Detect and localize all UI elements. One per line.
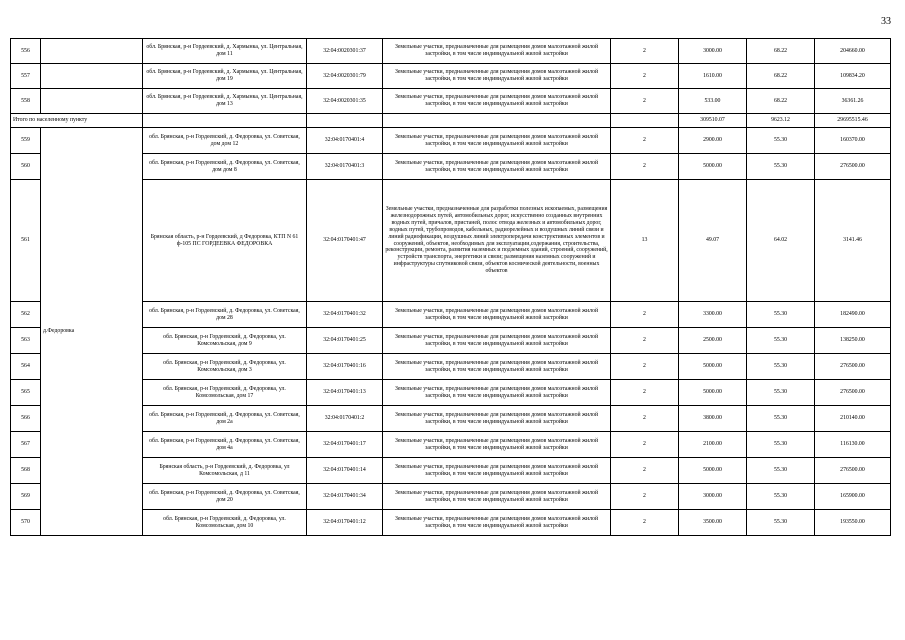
- land-use-cell: Земельные участки, предназначенные для размещения домов малоэтажной жилой застройки, в том числе индивидуальной жилой застройки: [383, 510, 611, 536]
- land-use-cell: Земельные участки, предназначенные для размещения домов малоэтажной жилой застройки, в том числе индивидуальной жилой застройки: [383, 64, 611, 89]
- row-number: 560: [11, 154, 41, 180]
- table-row: [11, 380, 891, 406]
- locality-cell: [41, 64, 143, 89]
- land-use-cell: Земельные участки, предназначенные для размещения домов малоэтажной жилой застройки, в том числе индивидуальной жилой застройки: [383, 354, 611, 380]
- area-cell: 5000.00: [679, 458, 747, 484]
- area-cell: 5000.00: [679, 380, 747, 406]
- land-use-cell: Земельные участки, предназначенные для размещения домов малоэтажной жилой застройки, в том числе индивидуальной жилой застройки: [383, 328, 611, 354]
- table-row: [11, 406, 891, 432]
- cadastral-number-cell: 32:04:0170401:34: [307, 484, 383, 510]
- cadastral-number-cell: 32:04:0170401:32: [307, 302, 383, 328]
- table-row: [11, 328, 891, 354]
- cadastral-number-cell: 32:04:0170401:25: [307, 328, 383, 354]
- cadastral-number-cell: 32:04:0170401:16: [307, 354, 383, 380]
- address-cell: обл. Брянская, р-н Гордеевский, д. Федоровка, ул. Комсомольская, дом 9: [143, 328, 307, 354]
- area-cell: 1610.00: [679, 64, 747, 89]
- table-row: [11, 39, 891, 64]
- cadastral-value-cell: 116130.00: [815, 432, 891, 458]
- area-cell: 5000.00: [679, 354, 747, 380]
- cadastral-number-cell: 32:04:0170401:2: [307, 406, 383, 432]
- cadastral-number-cell: 32:04:0170401:3: [307, 154, 383, 180]
- table-row: [11, 302, 891, 328]
- address-cell: обл. Брянская, р-н Гордеевский, д. Хармынка, ул. Центральная, дом 19: [143, 64, 307, 89]
- address-cell: обл. Брянская, р-н Гордеевский, д. Федоровка, ул. Советская, дом 2а: [143, 406, 307, 432]
- cadastral-value-cell: 138250.00: [815, 328, 891, 354]
- land-use-cell: Земельные участки, предназначенные для размещения домов малоэтажной жилой застройки, в том числе индивидуальной жилой застройки: [383, 128, 611, 154]
- cadastral-number-cell: 32:04:0170401:12: [307, 510, 383, 536]
- locality-total-row: [11, 114, 891, 128]
- address-cell: обл. Брянская, р-н Гордеевский, д. Федоровка, ул. Советская, дом 28: [143, 302, 307, 328]
- table-row: [11, 64, 891, 89]
- address-cell: обл. Брянская, р-н Гордеевский, д. Федоровка, ул. Советская, дом 4а: [143, 432, 307, 458]
- row-number: 556: [11, 39, 41, 64]
- address-cell: Брянская область, р-н Гордеевский, д. Федоровка, ул Комсомольская, д 11: [143, 458, 307, 484]
- land-use-cell: Земельные участки, предназначенные для размещения домов малоэтажной жилой застройки, в том числе индивидуальной жилой застройки: [383, 432, 611, 458]
- use-group-cell: 2: [611, 128, 679, 154]
- table-row: [11, 458, 891, 484]
- land-use-cell: Земельные участки, предназначенные для размещения домов малоэтажной жилой застройки, в том числе индивидуальной жилой застройки: [383, 380, 611, 406]
- cadastral-value-cell: 165900.00: [815, 484, 891, 510]
- area-cell: 2100.00: [679, 432, 747, 458]
- specific-value-cell: 55.30: [747, 302, 815, 328]
- row-number: 558: [11, 89, 41, 114]
- total-area: 309510.07: [679, 114, 747, 128]
- address-cell: обл. Брянская, р-н Гордеевский, д. Федоровка, ул. Комсомольская, дом 10: [143, 510, 307, 536]
- land-use-cell: Земельные участки, предназначенные для размещения домов малоэтажной жилой застройки, в том числе индивидуальной жилой застройки: [383, 154, 611, 180]
- use-group-cell: 2: [611, 406, 679, 432]
- area-cell: 3000.00: [679, 484, 747, 510]
- cadastral-value-cell: 276500.00: [815, 154, 891, 180]
- cadastral-value-cell: 276500.00: [815, 458, 891, 484]
- use-group-cell: 2: [611, 89, 679, 114]
- use-group-cell: 2: [611, 64, 679, 89]
- land-use-cell: Земельные участки, предназначенные для размещения домов малоэтажной жилой застройки, в том числе индивидуальной жилой застройки: [383, 302, 611, 328]
- address-cell: обл. Брянская, р-н Гордеевский, д. Федоровка, ул. Советская, дом дом 8: [143, 154, 307, 180]
- area-cell: 3500.00: [679, 510, 747, 536]
- row-number: 569: [11, 484, 41, 510]
- specific-value-cell: 55.30: [747, 458, 815, 484]
- table-row: [11, 510, 891, 536]
- row-number: 559: [11, 128, 41, 154]
- use-group-cell: 13: [611, 180, 679, 302]
- total-value: 29695515.46: [815, 114, 891, 128]
- specific-value-cell: 68.22: [747, 39, 815, 64]
- use-group-cell: 2: [611, 432, 679, 458]
- address-cell: обл. Брянская, р-н Гордеевский, д. Хармынка, ул. Центральная, дом 11: [143, 39, 307, 64]
- specific-value-cell: 55.30: [747, 128, 815, 154]
- cadastral-number-cell: 32:04:0170401:47: [307, 180, 383, 302]
- cadastral-number-cell: 32:04:0170401:17: [307, 432, 383, 458]
- table-row: [11, 354, 891, 380]
- row-number: 568: [11, 458, 41, 484]
- specific-value-cell: 55.30: [747, 510, 815, 536]
- area-cell: 3800.00: [679, 406, 747, 432]
- specific-value-cell: 55.30: [747, 354, 815, 380]
- cadastral-value-cell: 182490.00: [815, 302, 891, 328]
- specific-value-cell: 55.30: [747, 380, 815, 406]
- use-group-cell: 2: [611, 484, 679, 510]
- specific-value-cell: 68.22: [747, 89, 815, 114]
- use-group-cell: 2: [611, 354, 679, 380]
- row-number: 567: [11, 432, 41, 458]
- cadastral-number-cell: 32:04:0020301:35: [307, 89, 383, 114]
- table-row: [11, 484, 891, 510]
- cadastral-value-cell: 276500.00: [815, 380, 891, 406]
- area-cell: 5000.00: [679, 154, 747, 180]
- table-row: [11, 432, 891, 458]
- row-number: 565: [11, 380, 41, 406]
- locality-cell: [41, 39, 143, 64]
- land-use-cell: Земельные участки, предназначенные для разработки полезных ископаемых, размещения железнодорожных путей, автомобильных дорог, искусственно созданных внутренних водных путей, причалов, пристаней, полос отвода железных и автомобильных дорог, водных путей, трубопроводов, кабельных, радиорелейных и воздушных линий связи и линий радиофикации, воздушных линий электропередачи конструктивных элементов и сооружений, объектов, необходимых для эксплуатации,содержания, строительства, реконструкции, ремонта, развития наземных и подземных зданий, строений, сооружений, устройств транспорта, энергетики и связи; размещения наземных сооружений и инфраструктуры спутниковой связи, объектов космической деятельности, военных объектов: [383, 180, 611, 302]
- locality-cell: [41, 89, 143, 114]
- use-group-cell: 2: [611, 39, 679, 64]
- cadastral-value-cell: 276500.00: [815, 354, 891, 380]
- cadastral-value-cell: 109834.20: [815, 64, 891, 89]
- row-number: 562: [11, 302, 41, 328]
- address-cell: обл. Брянская, р-н Гордеевский, д. Федоровка, ул. Комсомольская, дом 3: [143, 354, 307, 380]
- row-number: 561: [11, 180, 41, 302]
- row-number: 570: [11, 510, 41, 536]
- address-cell: Брянская область, р-н Гордеевский, д Федоровка, КТП N 61 ф-105 ПС ГОРДЕЕВКА ФЕДОРОВКА: [143, 180, 307, 302]
- cadastral-number-cell: 32:04:0170401:4: [307, 128, 383, 154]
- address-cell: обл. Брянская, р-н Гордеевский, д. Федоровка, ул. Советская, дом дом 12: [143, 128, 307, 154]
- use-group-cell: 2: [611, 302, 679, 328]
- cadastral-value-cell: 193550.00: [815, 510, 891, 536]
- area-cell: 49.07: [679, 180, 747, 302]
- cadastral-value-cell: 3141.46: [815, 180, 891, 302]
- land-use-cell: Земельные участки, предназначенные для размещения домов малоэтажной жилой застройки, в том числе индивидуальной жилой застройки: [383, 39, 611, 64]
- row-number: 557: [11, 64, 41, 89]
- specific-value-cell: 55.30: [747, 484, 815, 510]
- area-cell: 2500.00: [679, 328, 747, 354]
- land-use-cell: Земельные участки, предназначенные для размещения домов малоэтажной жилой застройки, в том числе индивидуальной жилой застройки: [383, 89, 611, 114]
- area-cell: 2900.00: [679, 128, 747, 154]
- cadastral-value-cell: 210140.00: [815, 406, 891, 432]
- total-rate: 9623.12: [747, 114, 815, 128]
- address-cell: обл. Брянская, р-н Гордеевский, д. Федоровка, ул. Советская, дом 20: [143, 484, 307, 510]
- use-group-cell: 2: [611, 510, 679, 536]
- cadastral-number-cell: 32:04:0170401:13: [307, 380, 383, 406]
- land-use-cell: Земельные участки, предназначенные для размещения домов малоэтажной жилой застройки, в том числе индивидуальной жилой застройки: [383, 458, 611, 484]
- land-valuation-table: [10, 38, 891, 536]
- cadastral-number-cell: 32:04:0020301:37: [307, 39, 383, 64]
- specific-value-cell: 55.30: [747, 406, 815, 432]
- specific-value-cell: 64.02: [747, 180, 815, 302]
- use-group-cell: 2: [611, 458, 679, 484]
- total-label: Итого по населенному пункту: [11, 114, 143, 128]
- use-group-cell: 2: [611, 154, 679, 180]
- table-row: [11, 89, 891, 114]
- locality-cell: д.Федоровка: [41, 128, 143, 536]
- table-row: [11, 128, 891, 154]
- cadastral-number-cell: 32:04:0170401:14: [307, 458, 383, 484]
- row-number: 566: [11, 406, 41, 432]
- cadastral-number-cell: 32:04:0020301:79: [307, 64, 383, 89]
- area-cell: 3000.00: [679, 39, 747, 64]
- cadastral-value-cell: 204660.00: [815, 39, 891, 64]
- specific-value-cell: 68.22: [747, 64, 815, 89]
- specific-value-cell: 55.30: [747, 432, 815, 458]
- specific-value-cell: 55.30: [747, 154, 815, 180]
- row-number: 563: [11, 328, 41, 354]
- address-cell: обл. Брянская, р-н Гордеевский, д. Федоровка, ул. Комсомольская, дом 17: [143, 380, 307, 406]
- cadastral-value-cell: 160370.00: [815, 128, 891, 154]
- cadastral-value-cell: 36361.26: [815, 89, 891, 114]
- table-row: [11, 154, 891, 180]
- address-cell: обл. Брянская, р-н Гордеевский, д. Хармынка, ул. Центральная, дом 13: [143, 89, 307, 114]
- use-group-cell: 2: [611, 380, 679, 406]
- specific-value-cell: 55.30: [747, 328, 815, 354]
- area-cell: 533.00: [679, 89, 747, 114]
- area-cell: 3300.00: [679, 302, 747, 328]
- page-number: 33: [881, 16, 891, 27]
- land-use-cell: Земельные участки, предназначенные для размещения домов малоэтажной жилой застройки, в том числе индивидуальной жилой застройки: [383, 406, 611, 432]
- table-row: [11, 180, 891, 302]
- land-use-cell: Земельные участки, предназначенные для размещения домов малоэтажной жилой застройки, в том числе индивидуальной жилой застройки: [383, 484, 611, 510]
- use-group-cell: 2: [611, 328, 679, 354]
- row-number: 564: [11, 354, 41, 380]
